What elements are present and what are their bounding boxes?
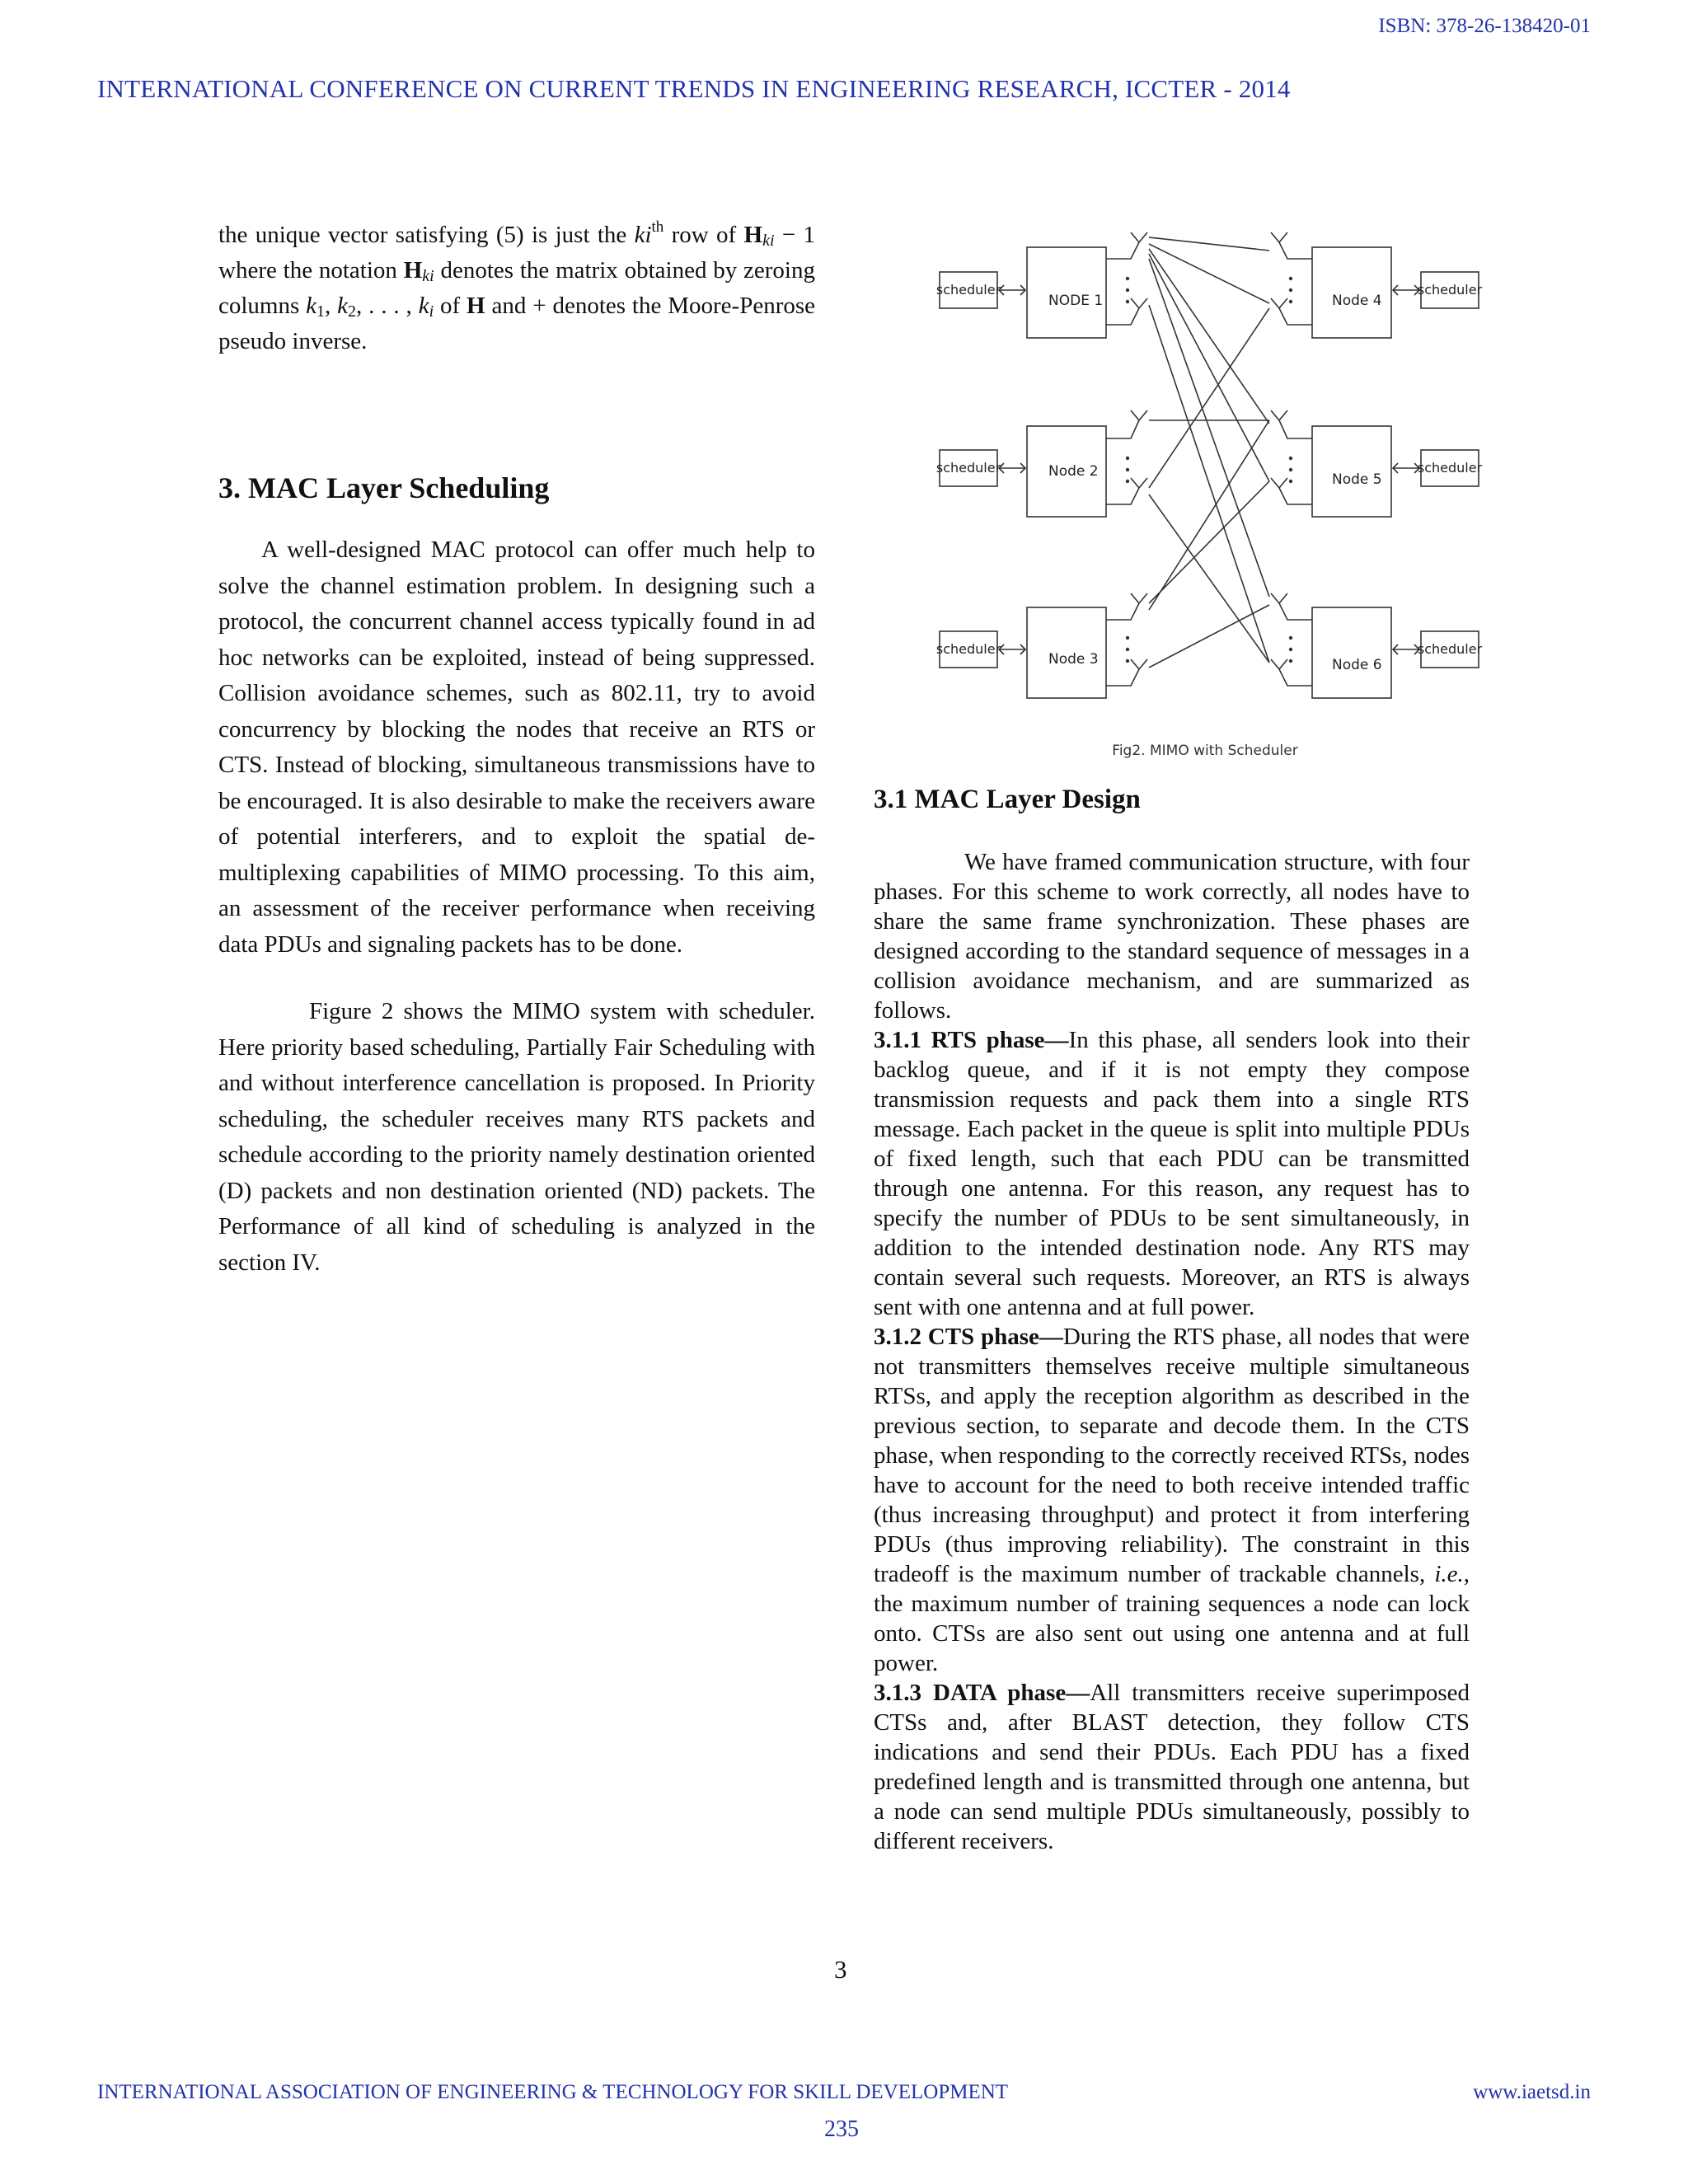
intro-sub-i: i [429,302,434,321]
rts-phase-text: In this phase, all senders look into their backlog queue, and if it is not empty they compose transmission requests and pack them into a single RTS message. Each packet in the queue is split into multiple PDUs of fixed length, such that each PDU can be transmitted through one antenna. For this reason, any request has to specify the number of PDUs to be sent simultaneously, in addition to the intended destination node. Any RTS may contain several such requests. Moreover, an RTS is always sent with one antenna and at full power. [874,1027,1470,1320]
node-3-label: Node 3 [1048,651,1099,668]
intro-sub-1: 1 [316,302,326,321]
intro-text: , . . . , [356,293,419,319]
intro-text: the unique vector satisfying (5) is just the [218,222,635,248]
scheduler-label: scheduler [1417,460,1483,476]
intro-ki: ki [634,222,652,248]
footer-association: INTERNATIONAL ASSOCIATION OF ENGINEERING & TECHNOLOGY FOR SKILL DEVELOPMENT [97,2081,1009,2103]
node-4-label: Node 4 [1332,293,1382,309]
cts-phase-text: During the RTS phase, all nodes that were not transmitters themselves receive multiple simultaneous RTSs, and apply the reception algorithm as described in the previous section, to separate and decode them. In the CTS phase, when responding to the correctly received RTSs, nodes have to account for the need to both receive intended traffic (thus increasing throughput) and protect it from interfering PDUs (thus improving reliability). The constraint in this tradeoff is the maximum number of trackable channels, [874,1324,1470,1587]
isbn-label: ISBN: 378-26-138420-01 [1378,15,1591,37]
node-2-label: Node 2 [1048,463,1099,480]
intro-text: row of [663,222,744,248]
cts-phase-text: , the maximum number of training sequences a node can lock onto. CTSs are also sent out using one antenna and at full power. [874,1561,1470,1676]
intro-th-sup: th [651,218,664,236]
right-column-body [874,847,1470,1856]
intro-ki-sub: ki [762,232,775,250]
intro-k: k [418,293,429,319]
footer-page-number: 235 [824,2116,859,2142]
scheduler-label: scheduler [1417,641,1483,657]
footer-website[interactable]: www.iaetsd.in [1473,2081,1591,2103]
intro-sub-2: 2 [348,302,357,321]
scheduler-label: scheduler [935,641,1001,657]
intro-text: of [434,293,467,319]
cts-phase-paragraph [874,1322,1470,1678]
page-number: 3 [834,1955,847,1984]
intro-text: and + denotes the Moore-Penrose pseudo inverse. [218,293,816,354]
intro-H: H [403,257,423,284]
rts-phase-title: 3.1.1 RTS phase— [874,1027,1069,1053]
cts-phase-title: 3.1.2 CTS phase— [874,1324,1063,1350]
scheduler-label: scheduler [1417,282,1483,298]
node-6-box [1312,607,1391,698]
intro-H: H [743,222,763,248]
section-3-title: 3. MAC Layer Scheduling [218,471,550,504]
section-3-paragraph-2: Figure 2 shows the MIMO system with scheduler. Here priority based scheduling, Partially Fair Scheduling with and without interference cancellation is proposed. In Priority scheduling, the scheduler receives many RTS packets and schedule according to the priority namely destination oriented (D) packets and non destination oriented (ND) packets. The Performance of all kind of scheduling is analyzed in the section IV. [218,998,815,1276]
intro-comma: , [325,293,338,319]
intro-k: k [306,293,317,319]
scheduler-label: scheduler [935,282,1001,298]
cts-ie: i.e. [1434,1561,1464,1587]
figure-caption: Fig2. MIMO with Scheduler [1112,743,1298,759]
scheduler-label: scheduler [935,460,1001,476]
section-3-1-intro: We have framed communication structure, with four phases. For this scheme to work correctly, all nodes have to share the same frame synchronization. These phases are designed according to the standard sequence of messages in a collision avoidance mechanism, and are summarized as follows. [874,849,1470,1024]
intro-text: − 1 where the notation [218,222,816,284]
data-phase-paragraph [874,1678,1470,1856]
section-3-paragraph-1: A well-designed MAC protocol can offer much help to solve the channel estimation problem. In designing such a protocol, the concurrent channel access typically found in ad hoc networks can be exploited, instead of being suppressed. Collision avoidance schemes, such as 802.11, try to avoid concurrency by blocking the nodes that receive an RTS or CTS. Instead of blocking, simultaneous transmissions have to be encouraged. It is also desirable to make the receivers aware of potential interferers, and to exploit the spatial de-multiplexing capabilities of MIMO processing. To this aim, an assessment of the receiver performance when receiving data PDUs and signaling packets has to be done. [218,537,815,958]
conference-header: INTERNATIONAL CONFERENCE ON CURRENT TRENDS IN ENGINEERING RESEARCH, ICCTER - 2014 [97,74,1291,103]
node-5-label: Node 5 [1332,471,1382,488]
data-phase-title: 3.1.3 DATA phase— [874,1680,1090,1706]
node-6-label: Node 6 [1332,657,1382,673]
mimo-scheduler-figure [933,226,1493,770]
node-1-label: NODE 1 [1048,293,1104,309]
intro-k: k [337,293,349,319]
left-column-body [218,532,815,1281]
data-phase-text: All transmitters receive superimposed CTSs and, after BLAST detection, they follow CTS indications and send their PDUs. Each PDU has a fixed predefined length and is transmitted through one antenna, but a node can send multiple PDUs simultaneously, possibly to different receivers. [874,1680,1470,1854]
intro-text: denotes the matrix obtained by zeroing columns [218,257,815,319]
intro-H: H [467,293,485,319]
rts-phase-paragraph [874,1025,1470,1322]
left-column-intro [218,213,815,356]
section-3-1-title: 3.1 MAC Layer Design [874,785,1141,814]
intro-ki-sub: ki [422,267,434,285]
